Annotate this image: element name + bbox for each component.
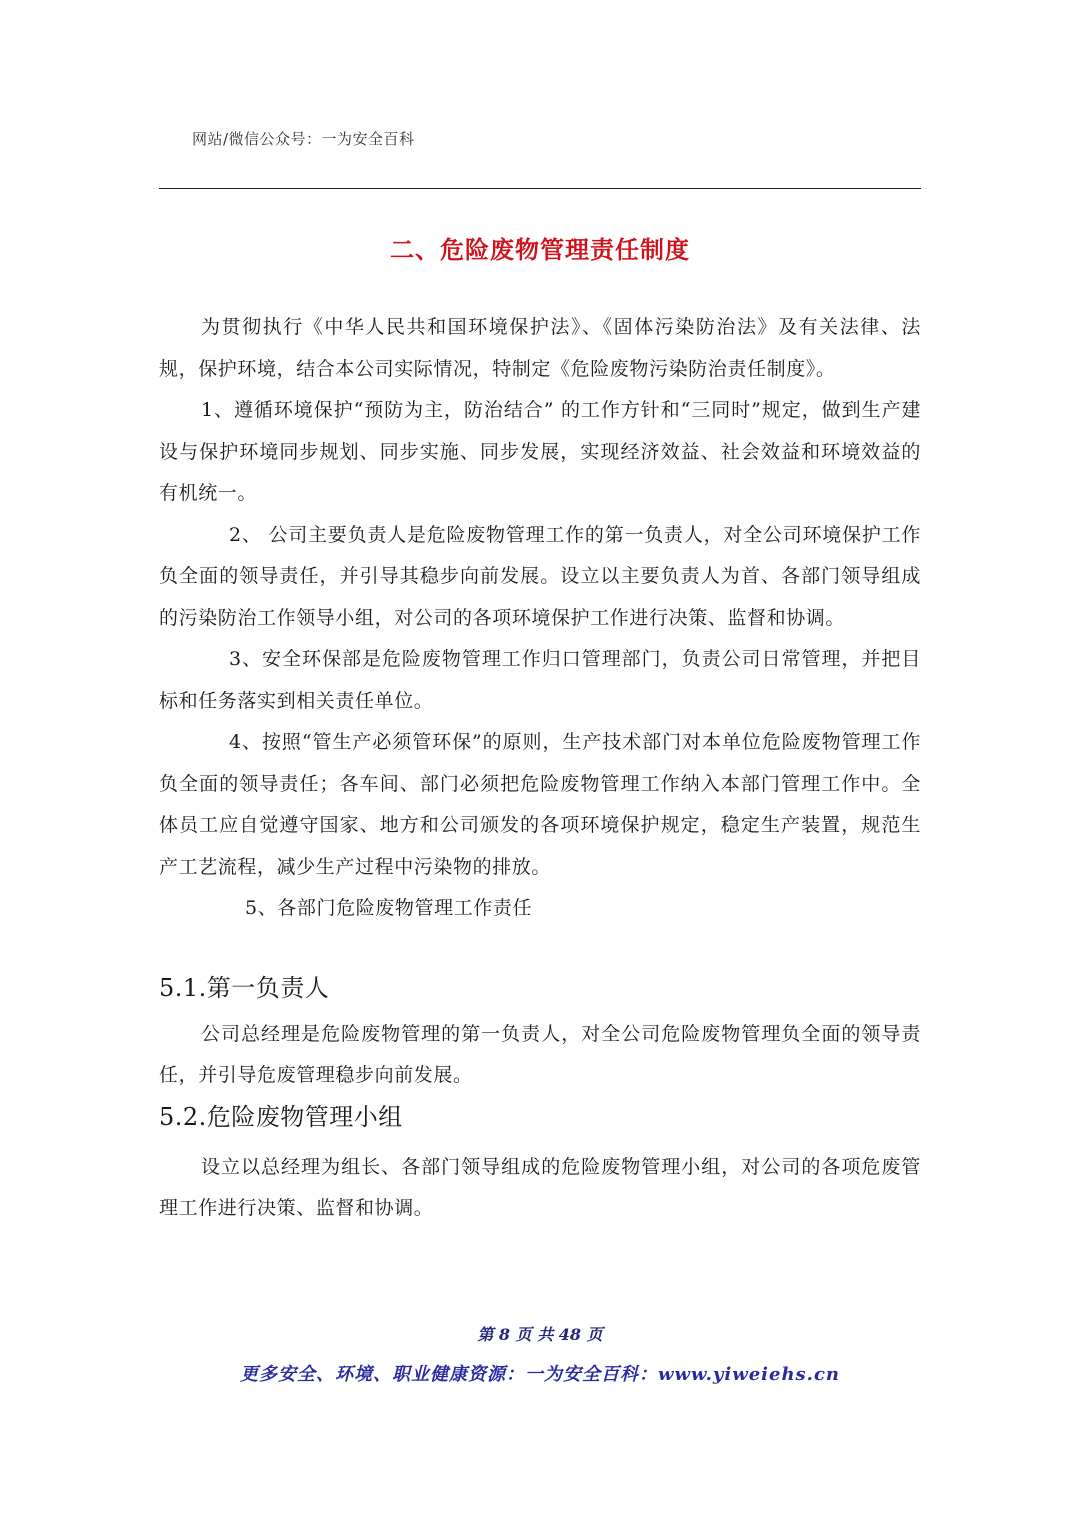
subsection-5-2-text: 设立以总经理为组长、各部门领导组成的危险废物管理小组，对公司的各项危废管理工作进行决策、监督和协调。 bbox=[159, 1155, 921, 1219]
section-title: 二、危险废物管理责任制度 bbox=[390, 236, 690, 264]
subsection-5-1-text: 公司总经理是危险废物管理的第一负责人，对全公司危险废物管理负全面的领导责任，并引导危废管理稳步向前发展。 bbox=[159, 1022, 921, 1086]
clause-4: 4、按照“管生产必须管环保”的原则，生产技术部门对本单位危险废物管理工作负全面的领导责任；各车间、部门必须把危险废物管理工作纳入本部门管理工作中。全体员工应自觉遵守国家、地方和公司颁发的各项环境保护规定，稳定生产装置，规范生产工艺流程，减少生产过程中污染物的排放。 bbox=[159, 731, 921, 878]
clause-1: 1、遵循环境保护“预防为主，防治结合” 的工作方针和“三同时”规定，做到生产建设与保护环境同步规划、同步实施、同步发展，实现经济效益、社会效益和环境效益的有机统一。 bbox=[159, 399, 921, 504]
clause-3: 3、安全环保部是危险废物管理工作归口管理部门，负责公司日常管理，并把目标和任务落实到相关责任单位。 bbox=[159, 648, 921, 712]
page-number: 第 8 页 共 48 页 bbox=[477, 1325, 603, 1344]
subsection-5-2-heading: 5.2.危险废物管理小组 bbox=[159, 1102, 403, 1131]
document-header-source: 网站/微信公众号：一为安全百科 bbox=[192, 130, 415, 148]
footer-resource-line: 更多安全、环境、职业健康资源：一为安全百科：www.yiweiehs.cn bbox=[239, 1364, 840, 1385]
header-divider bbox=[159, 188, 921, 189]
subsection-5-1-heading: 5.1.第一负责人 bbox=[159, 973, 330, 1002]
clause-5: 5、各部门危险废物管理工作责任 bbox=[245, 897, 533, 919]
clause-2: 2、 公司主要负责人是危险废物管理工作的第一负责人，对全公司环境保护工作负全面的领导责任，并引导其稳步向前发展。设立以主要负责人为首、各部门领导组成的污染防治工作领导小组，对公司的各项环境保护工作进行决策、监督和协调。 bbox=[159, 523, 921, 629]
intro-paragraph: 为贯彻执行《中华人民共和国环境保护法》、《固体污染防治法》及有关法律、法规，保护环境，结合本公司实际情况，特制定《危险废物污染防治责任制度》。 bbox=[159, 316, 921, 380]
document-body bbox=[159, 307, 921, 1230]
